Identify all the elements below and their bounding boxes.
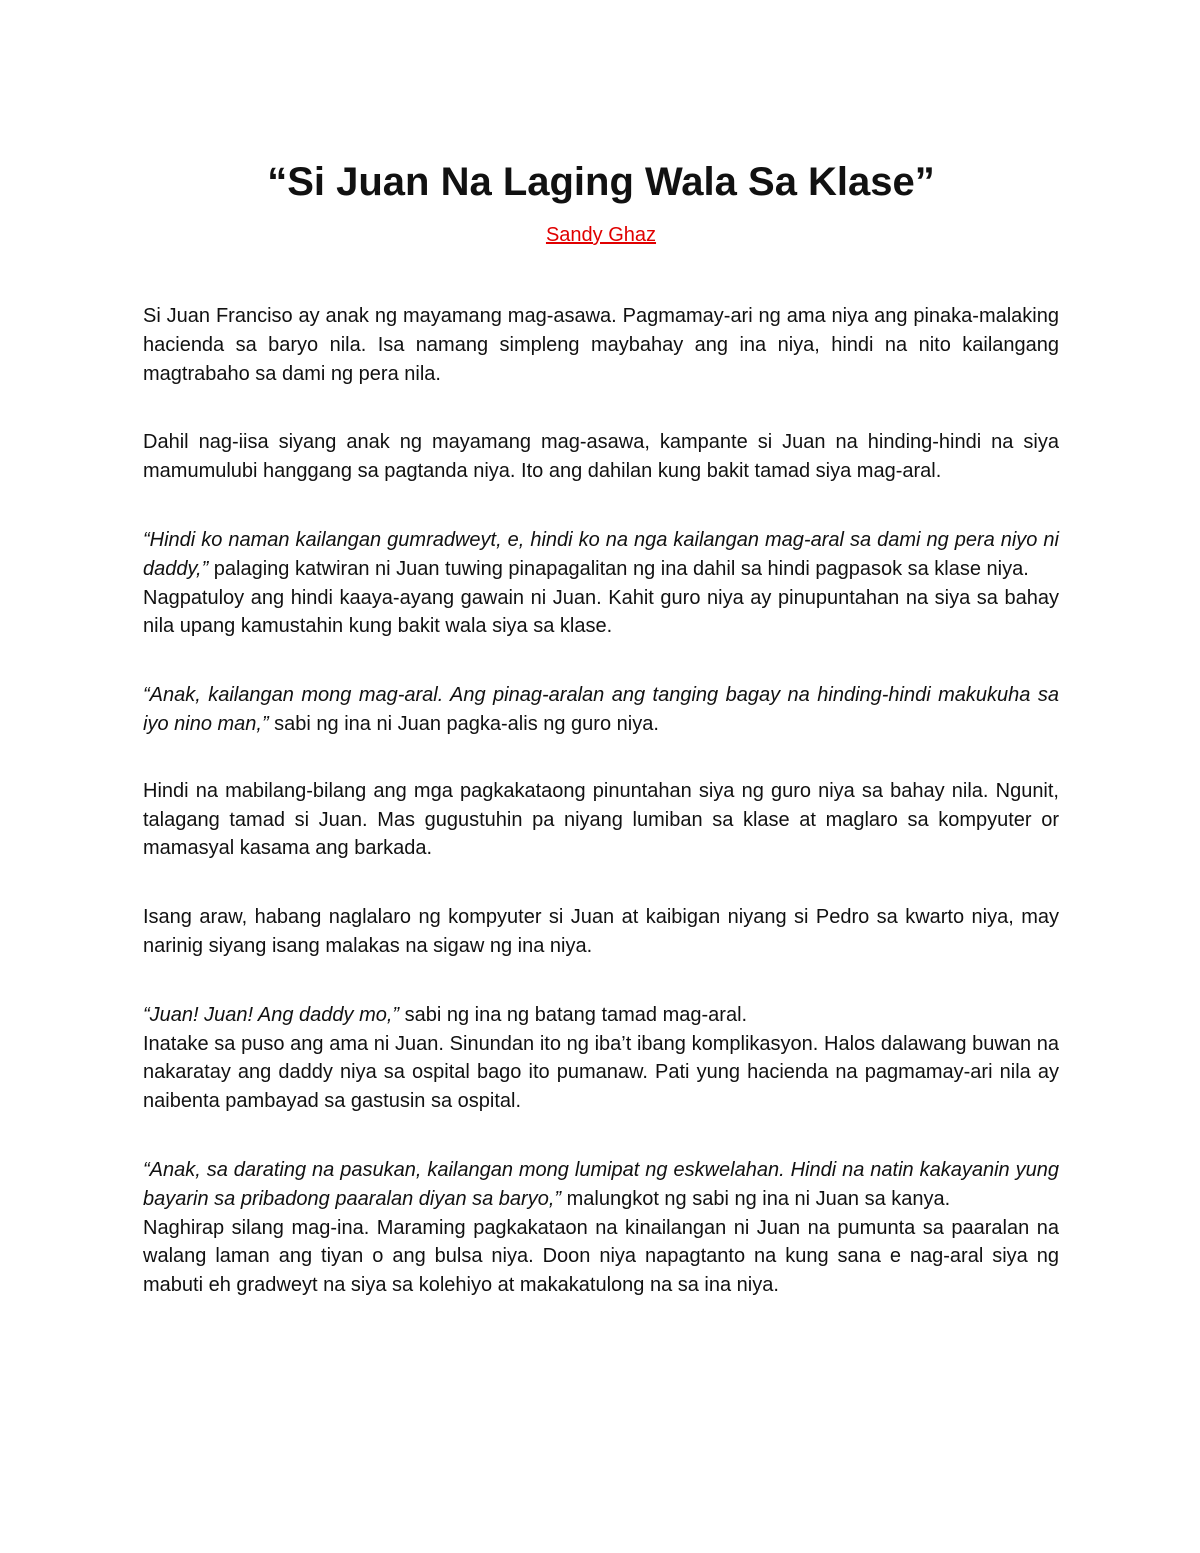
paragraph-3-quote: “Hindi ko naman kailangan gumradweyt, e, hindi ko na nga kailangan mag-aral sa dami ng pera niyo ni daddy,” bbox=[143, 528, 1059, 580]
paragraph-6: Hindi na mabilang-bilang ang mga pagkakataong pinuntahan siya ng guro niya sa bahay nila. Ngunit, talagang tamad si Juan. Mas gugustuhin pa niyang lumiban sa klase at maglaro sa kompyuter or mamasyal kasama ang barkada. bbox=[143, 779, 1059, 860]
paragraph-7: Isang araw, habang naglalaro ng kompyuter si Juan at kaibigan niyang si Pedro sa kwarto niya, may narinig siyang isang malakas na sigaw ng ina niya. bbox=[143, 906, 1059, 957]
paragraph-1: Si Juan Franciso ay anak ng mayamang mag-asawa. Pagmamay-ari ng ama niya ang pinaka-malaking hacienda sa baryo nila. Isa namang simpleng maybahay ang ina niya, hindi na nito kailangang magtrabaho sa dami ng pera nila. bbox=[143, 305, 1059, 385]
paragraph-2: Dahil nag-iisa siyang anak ng mayamang mag-asawa, kampante si Juan na hinding-hindi na siya mamumulubi hanggang sa pagtanda niya. Ito ang dahilan kung bakit tamad siya mag-aral. bbox=[143, 431, 1059, 483]
document-page bbox=[143, 160, 1059, 1300]
paragraph-8-text: sabi ng ina ng batang tamad mag-aral. bbox=[399, 1003, 748, 1026]
paragraph-8-quote: “Juan! Juan! Ang daddy mo,” bbox=[143, 1003, 400, 1026]
author-name[interactable]: Sandy Ghaz bbox=[545, 224, 657, 246]
paragraph-9: Inatake sa puso ang ama ni Juan. Sinundan ito ng iba’t ibang komplikasyon. Halos dalawang buwan na nakaratay ang daddy niya sa ospital bago ito pumanaw. Pati yung hacienda na pagmamay-ari nila ay naibenta pambayad sa gastusin sa ospital. bbox=[143, 1032, 1059, 1113]
paragraph-5-quote: “Anak, kailangan mong mag-aral. Ang pinag-aralan ang tanging bagay na hinding-hindi makukuha sa iyo nino man,” bbox=[143, 684, 1059, 735]
story-title: “Si Juan Na Laging Wala Sa Klase” bbox=[267, 160, 935, 204]
paragraph-10-text: malungkot ng sabi ng ina ni Juan sa kanya. bbox=[561, 1187, 951, 1210]
paragraph-4: Nagpatuloy ang hindi kaaya-ayang gawain ni Juan. Kahit guro niya ay pinupuntahan na siya sa bahay nila upang kamustahin kung bakit wala siya sa klase. bbox=[143, 586, 1059, 638]
paragraph-11: Naghirap silang mag-ina. Maraming pagkakataon na kinailangan ni Juan na pumunta sa paaralan na walang laman ang tiyan o ang bulsa niya. Doon niya napagtanto na kung sana e nag-aral siya ng mabuti eh gradweyt na siya sa kolehiyo at makakatulong na sa ina niya. bbox=[143, 1216, 1059, 1297]
paragraph-10-quote: “Anak, sa darating na pasukan, kailangan mong lumipat ng eskwelahan. Hindi na natin kakayanin yung bayarin sa pribadong paaralan diyan sa baryo,” bbox=[143, 1158, 1059, 1210]
paragraph-5-text: sabi ng ina ni Juan pagka-alis ng guro niya. bbox=[268, 712, 659, 735]
paragraph-3 bbox=[143, 526, 1059, 584]
story-author[interactable] bbox=[143, 219, 1059, 251]
paragraph-5 bbox=[143, 681, 1059, 739]
paragraph-8 bbox=[143, 1001, 1059, 1030]
paragraph-10 bbox=[143, 1156, 1059, 1214]
paragraph-3-text: palaging katwiran ni Juan tuwing pinapagalitan ng ina dahil sa hindi pagpasok sa klase niya. bbox=[208, 557, 1029, 580]
